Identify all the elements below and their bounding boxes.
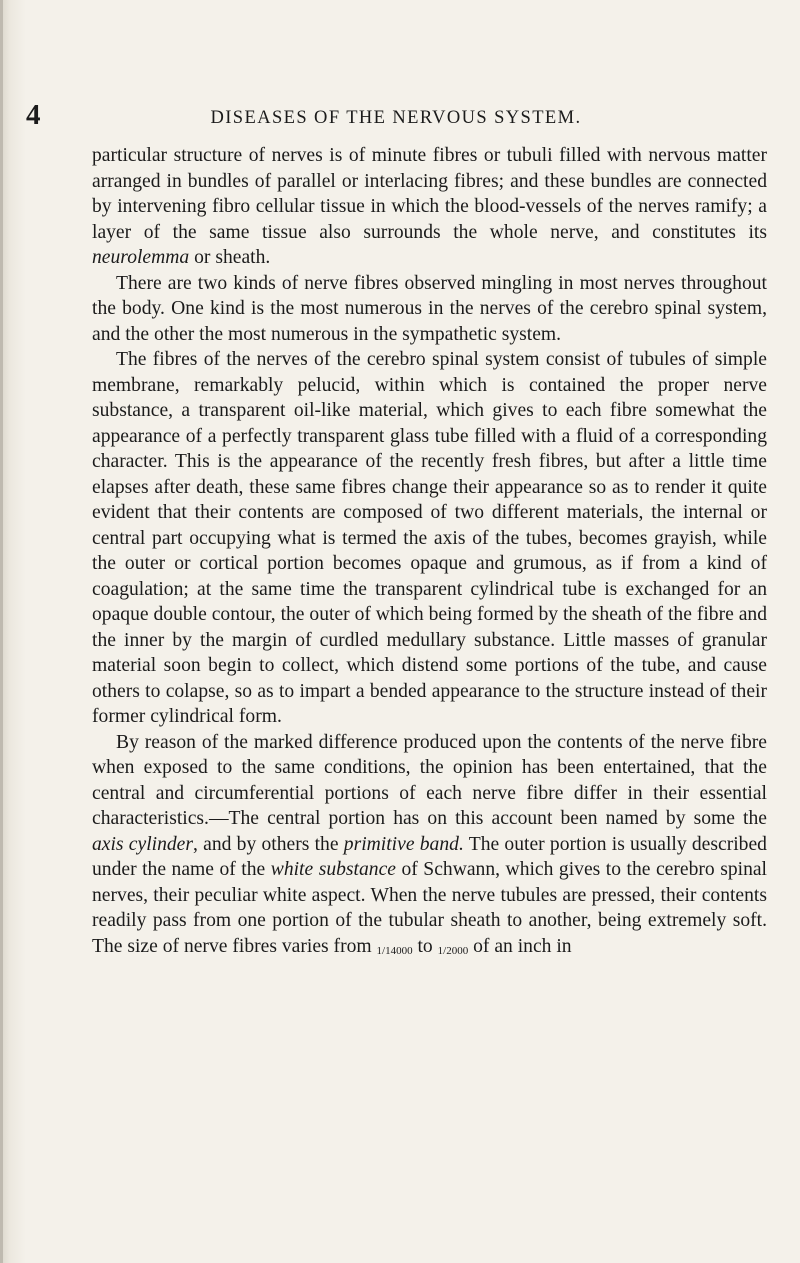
term-neurolemma: neurolemma (92, 247, 190, 268)
term-axis-cylinder: axis cylinder (92, 833, 193, 855)
paragraph-1: particular structure of nerves is of minute fibres or tubuli filled with nervous matter arranged in bundles of parallel or interlacing fibres; and these bundles are connected by intervening fibro cellular tissue in which the blood-vessels of the nerves ramify; a layer of the same tissue also surrounds the whole nerve, and constitutes its neurolemma or sheath. (92, 145, 767, 268)
paragraph-2: There are two kinds of nerve fibres observed mingling in most nerves throughout the body. One kind is the most numerous in the nerves of the cerebro spinal system, and the other the most numerous in the sympathetic system. (92, 272, 767, 345)
page-header (26, 101, 766, 129)
page-number: 4 (26, 99, 41, 131)
paragraph-3: The fibres of the nerves of the cerebro spinal system consist of tubules of simple membrane, remarkably pelucid, within which is contained the proper nerve substance, a transparent oil-like material, which gives to each fibre somewhat the appearance of a perfectly transparent glass tube filled with a fluid of a corresponding character. This is the appearance of the recently fresh fibres, but after a little time elapses after death, these same fibres change their appearance so as to render it quite evident that their contents are composed of two different materials, the internal or central part occupying what is termed the axis of the tubes, becomes grayish, while the outer or cortical portion becomes opaque and grumous, as if from a kind of coagulation; at the same time the transparent cylindrical tube is exchanged for an opaque double contour, the outer of which being formed by the sheath of the fibre and the inner by the margin of curdled medullary substance. Little masses of granular material soon begin to collect, which distend some portions of the tube, and cause others to colapse, so as to impart a bended appearance to the structure instead of their former cylindrical form. (92, 349, 767, 727)
fraction-1-14000: 1/14000 (376, 944, 413, 957)
fraction-1-2000: 1/2000 (437, 944, 469, 957)
running-head: DISEASES OF THE NERVOUS SYSTEM. (210, 108, 582, 128)
page-gutter-edge (0, 0, 3, 1263)
paragraph-4: By reason of the marked difference produced upon the contents of the nerve fibre when exposed to the same conditions, the opinion has been entertained, that the central and circumferential portions of each nerve fibre differ in their essential characteristics.—The central portion has on this account been named by some the axis cylinder, and by others the primitive band. The outer portion is usually described under the name of the white substance of Schwann, which gives to the cerebro spinal nerves, their peculiar white aspect. When the nerve tubules are pressed, their contents readily pass from one portion of the tubular sheath to another, being extremely soft. The size of nerve fibres varies from 1/14000 to 1/2000 of an inch in (92, 731, 768, 957)
body-text (92, 143, 767, 964)
term-primitive-band: primitive band. (343, 833, 464, 855)
term-white-substance: white substance (270, 859, 396, 880)
